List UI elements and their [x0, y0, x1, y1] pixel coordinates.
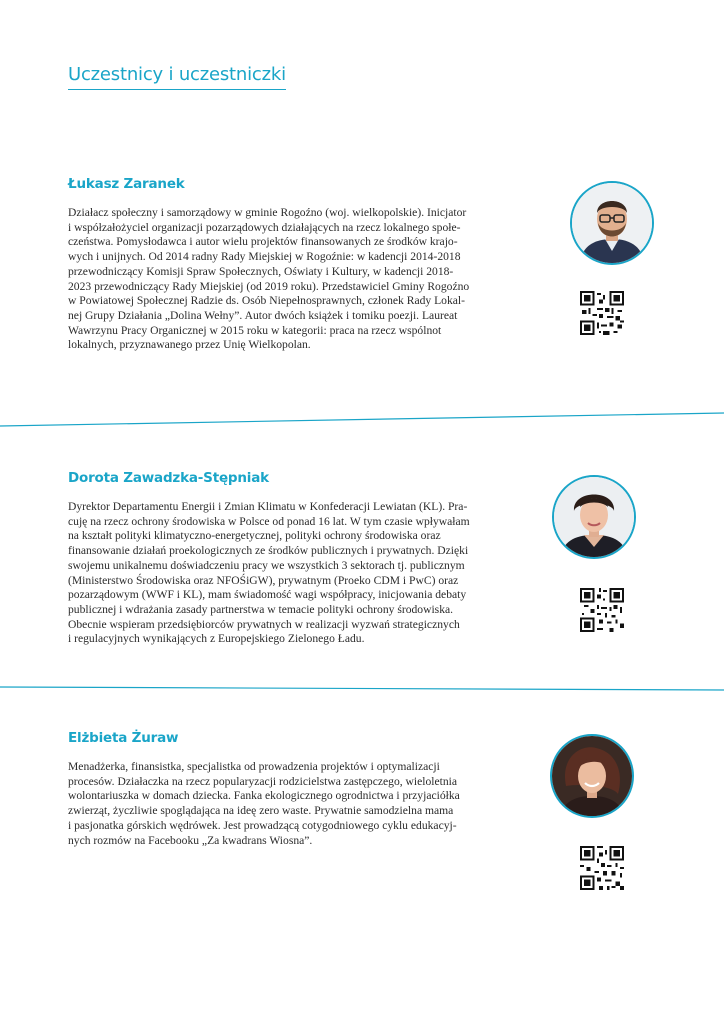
qr-code-icon	[580, 291, 624, 335]
qr-code-icon	[580, 588, 624, 632]
person-name: Elżbieta Żuraw	[68, 730, 179, 746]
person-bio: Działacz społeczny i samorządowy w gminie Rogoźno (woj. wielkopolskie). Inicjator i współzałożyciel organizacji pozarządowych działających na rzecz lokalnego społe- czeństwa. Pomysłodawca i autor wielu projektów finansowanych ze środków krajo- wych i unijnych. Od 2014 radny Rady Miejskiej w Rogoźnie: w kadencji 2014-2018 przewodniczący Komisji Spraw Społecznych, Oświaty i Kultury, w kadencji 2018- 2023 przewodniczący Rady Miejskiej (od 2019 roku). Przedstawiciel Gminy Rogoźno w Powiatowej Społecznej Radzie ds. Osób Niepełnosprawnych, członek Rady Lokal- nej Grupy Działania „Dolina Wełny”. Autor dwóch książek i tomiku poezji. Laureat Wawrzynu Pracy Organicznej w 2015 roku w kategorii: praca na rzecz wspólnot lokalnych, przyznawanego przez Unię Wielkopolan.	[68, 206, 470, 352]
divider	[0, 408, 724, 438]
avatar	[550, 734, 634, 818]
person-name: Dorota Zawadzka-Stępniak	[68, 470, 269, 486]
person-section	[68, 176, 668, 352]
page-title: Uczestnicy i uczestniczki	[68, 64, 286, 90]
person-bio: Dyrektor Departamentu Energii i Zmian Klimatu w Konfederacji Lewiatan (KL). Pra- cuję na rzecz ochrony środowiska w Polsce od ponad 16 lat. W tym czasie wpływałam na kształt polityki klimatyczno-energetycznej, polityki ochrony środowiska oraz finansowanie działań proekologicznych ze środków publicznych i prywatnych. Dzięki swojemu unikalnemu doświadczeniu pracy we wszystkich 3 sektorach tj. publicznym (Ministerstwo Środowiska oraz NFOŚiGW), prywatnym (Proeko CDM i PwC) oraz pozarządowym (WWF i KL), mam świadomość wagi współpracy, inicjowania debaty publicznej i wdrażania zasady partnerstwa w temacie polityki ochrony środowiska. Obecnie wspieram przedsiębiorców prywatnych w realizacji wyzwań strategicznych i regulacyjnych wynikających z Europejskiego Zielonego Ładu.	[68, 500, 470, 646]
person-bio: Menadżerka, finansistka, specjalistka od prowadzenia projektów i optymalizacji procesów. Działaczka na rzecz popularyzacji rodzicielstwa zastępczego, wieloletnia wolontariuszka w domach dziecka. Fanka ekologicznego ogrodnictwa i przyjaciółka zwierząt, życzliwie spoglądająca na ideę zero waste. Prywatnie samodzielna mama i pasjonatka górskich wędrówek. Jest prowadzącą cotygodniowego cyklu edukacyj- nych rozmów na Facebooku „Za kwadrans Wiosna”.	[68, 760, 460, 847]
divider	[0, 672, 724, 702]
avatar	[552, 475, 636, 559]
person-name: Łukasz Zaranek	[68, 176, 185, 192]
qr-code-icon	[580, 846, 624, 890]
avatar	[570, 181, 654, 265]
